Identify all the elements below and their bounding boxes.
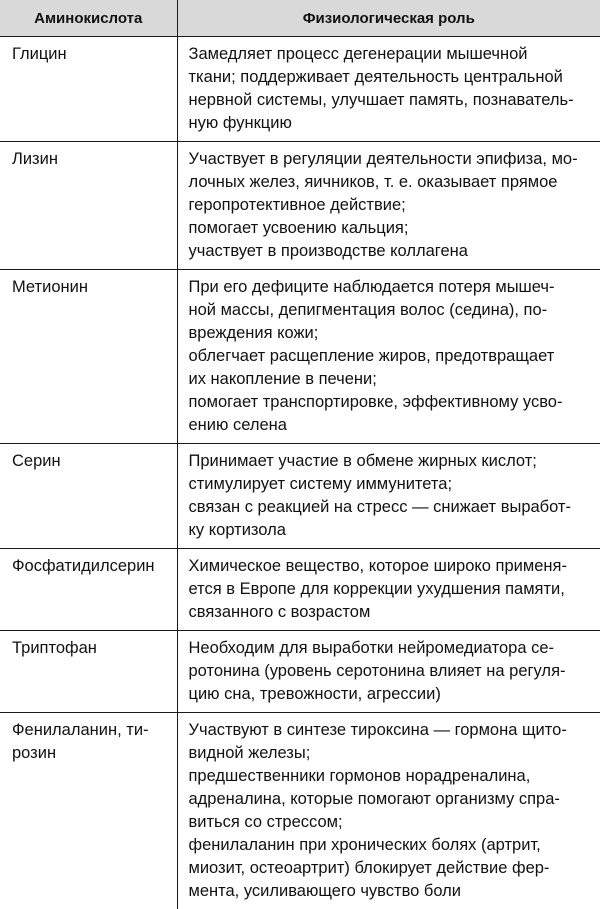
amino-acid-name-cell	[0, 444, 177, 549]
physiological-role-line: ную функцию	[189, 112, 595, 135]
physiological-role-line: адреналина, которые помогают организму спра-	[189, 788, 595, 811]
physiological-role-line: ротонина (уровень серотонина влияет на регуля-	[189, 660, 595, 683]
table-row	[0, 142, 600, 270]
table-row	[0, 713, 600, 909]
physiological-role-line: виться со стрессом;	[189, 811, 595, 834]
amino-acid-name-line: Триптофан	[12, 637, 171, 660]
amino-acid-name-line: Фенилаланин, ти-	[12, 719, 171, 742]
table-header	[0, 0, 600, 37]
physiological-role-line: Необходим для выработки нейромедиатора се-	[189, 637, 595, 660]
amino-acid-name-line: розин	[12, 742, 171, 765]
physiological-role-line: мента, усиливающего чувство боли	[189, 880, 595, 903]
header-amino-acid: Аминокислота	[0, 0, 177, 37]
physiological-role-cell	[177, 549, 600, 631]
physiological-role-line: ной массы, депигментация волос (седина), по-	[189, 299, 595, 322]
amino-acid-name-cell	[0, 37, 177, 142]
physiological-role-cell	[177, 444, 600, 549]
amino-acid-name-line: Серин	[12, 450, 171, 473]
physiological-role-line: участвует в производстве коллагена	[189, 240, 595, 263]
header-physiological-role: Физиологическая роль	[177, 0, 600, 37]
amino-acid-name-cell	[0, 631, 177, 713]
physiological-role-line: Принимает участие в обмене жирных кислот;	[189, 450, 595, 473]
physiological-role-line: Участвует в регуляции деятельности эпифиза, мо-	[189, 148, 595, 171]
physiological-role-line: облегчает расщепление жиров, предотвращает	[189, 345, 595, 368]
physiological-role-line: помогает усвоению кальция;	[189, 217, 595, 240]
amino-acid-name-cell	[0, 142, 177, 270]
physiological-role-line: стимулирует систему иммунитета;	[189, 473, 595, 496]
physiological-role-line: При его дефиците наблюдается потеря мышеч-	[189, 276, 595, 299]
physiological-role-line: их накопление в печени;	[189, 368, 595, 391]
physiological-role-line: лочных желез, яичников, т. е. оказывает прямое	[189, 171, 595, 194]
physiological-role-line: миозит, остеоартрит) блокирует действие фер-	[189, 857, 595, 880]
physiological-role-line: предшественники гормонов норадреналина,	[189, 765, 595, 788]
physiological-role-line: связан с реакцией на стресс — снижает выработ-	[189, 496, 595, 519]
physiological-role-line: ку кортизола	[189, 519, 595, 542]
physiological-role-cell	[177, 631, 600, 713]
table-body	[0, 37, 600, 909]
physiological-role-line: Замедляет процесс дегенерации мышечной	[189, 43, 595, 66]
physiological-role-line: видной железы;	[189, 742, 595, 765]
physiological-role-line: ется в Европе для коррекции ухудшения памяти,	[189, 578, 595, 601]
physiological-role-line: Химическое вещество, которое широко применя-	[189, 555, 595, 578]
physiological-role-line: Участвуют в синтезе тироксина — гормона щито-	[189, 719, 595, 742]
physiological-role-line: цию сна, тревожности, агрессии)	[189, 683, 595, 706]
physiological-role-line: ению селена	[189, 414, 595, 437]
amino-acid-name-cell	[0, 270, 177, 444]
amino-acid-name-line: Метионин	[12, 276, 171, 299]
physiological-role-cell	[177, 713, 600, 909]
physiological-role-cell	[177, 37, 600, 142]
physiological-role-line: помогает транспортировке, эффективному усво-	[189, 391, 595, 414]
physiological-role-line: нервной системы, улучшает память, познаватель-	[189, 89, 595, 112]
physiological-role-line: связанного с возрастом	[189, 601, 595, 624]
amino-acid-name-cell	[0, 713, 177, 909]
amino-acid-name-cell	[0, 549, 177, 631]
table-row	[0, 37, 600, 142]
table-row	[0, 270, 600, 444]
physiological-role-line: ткани; поддерживает деятельность центральной	[189, 66, 595, 89]
amino-acid-name-line: Фосфатидилсерин	[12, 555, 171, 578]
header-row	[0, 0, 600, 37]
table-row	[0, 444, 600, 549]
physiological-role-line: фенилаланин при хронических болях (артрит,	[189, 834, 595, 857]
table-row	[0, 631, 600, 713]
table-row	[0, 549, 600, 631]
amino-acid-name-line: Глицин	[12, 43, 171, 66]
physiological-role-cell	[177, 142, 600, 270]
physiological-role-line: геропротективное действие;	[189, 194, 595, 217]
amino-acid-name-line: Лизин	[12, 148, 171, 171]
physiological-role-line: вреждения кожи;	[189, 322, 595, 345]
physiological-role-cell	[177, 270, 600, 444]
